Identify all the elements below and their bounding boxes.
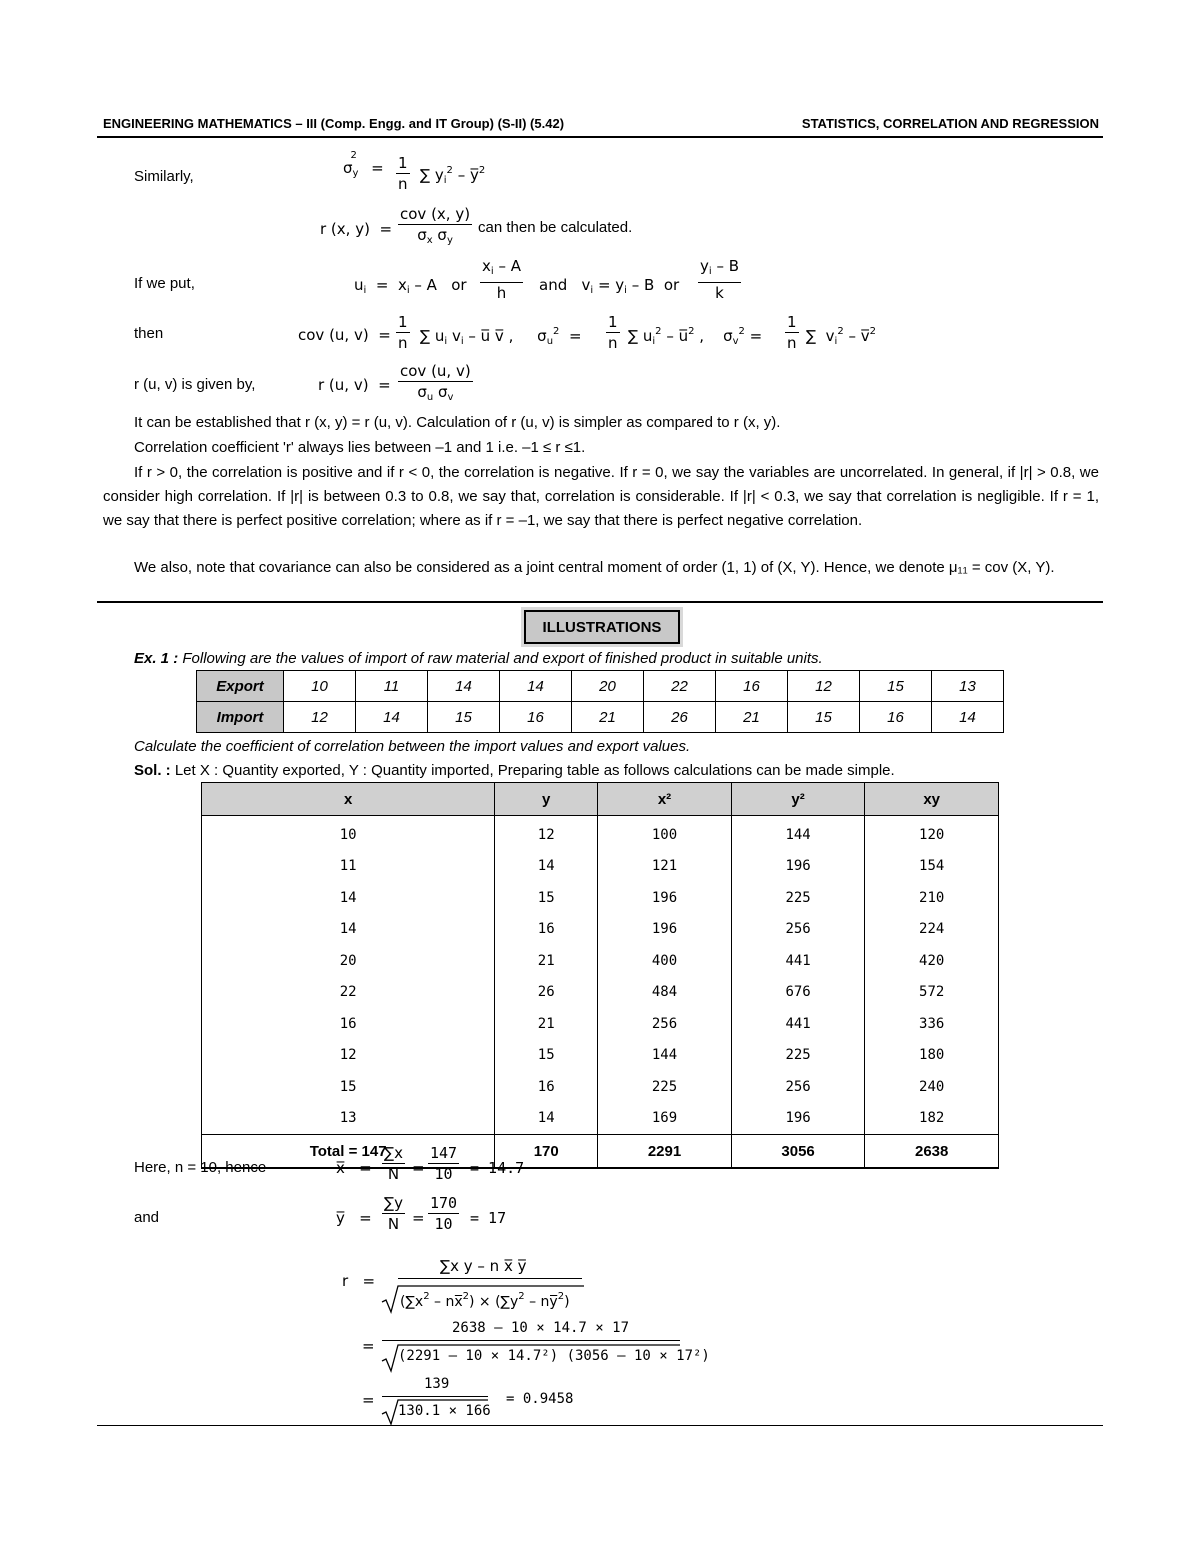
cell-x: 15 xyxy=(202,1071,495,1103)
running-header-left: ENGINEERING MATHEMATICS – III (Comp. Engg. and IT Group) (S-II) (5.42) xyxy=(103,116,565,131)
fraction-one-over-n-4: $\frac{1}{n}$ xyxy=(787,313,797,352)
formula-sum-yi: ∑ $y_i^2$ – y̅$^2$ xyxy=(420,165,486,186)
r-uv-lhs-text: r (u, v) xyxy=(318,376,369,394)
example-label: Ex. 1 : xyxy=(134,650,179,667)
step3-denominator: 130.1 × 166 xyxy=(398,1403,491,1419)
cell-y: 12 xyxy=(495,816,598,851)
table-row xyxy=(202,945,999,977)
cell-x: 14 xyxy=(202,882,495,914)
formula-xbar-lhs: x̅ = xyxy=(336,1159,372,1177)
label-and: and xyxy=(134,1209,160,1226)
fraction-ybar-values xyxy=(428,1193,459,1234)
column-header-y: y xyxy=(495,783,598,816)
label-r-uv-given: r (u, v) is given by, xyxy=(134,376,256,393)
cell-x-squared: 400 xyxy=(598,945,732,977)
table-row xyxy=(202,882,999,914)
cell-x-squared: 144 xyxy=(598,1040,732,1072)
table-row xyxy=(202,851,999,883)
cell-x: 22 xyxy=(202,977,495,1009)
cell-x: 12 xyxy=(202,1040,495,1072)
export-cell: 16 xyxy=(716,671,788,702)
paragraph-interpretation: If r > 0, the correlation is positive and if r < 0, the correlation is negative. If r = 0, we say the variables are uncorrelated. In general, if |r| > 0.8, we consider high correlation. If |r| is between 0.3 to 0.8, we say that, correlation is considerable. If |r| < 0.3, we say that correlation is negligible. If r = 1, we say that there is perfect positive correlation; where as if r = –1, we say that there is perfect negative correlation. xyxy=(103,464,1099,529)
fraction-cov-xy: cov (x, y) $\sigma_x$ $\sigma_y$ xyxy=(400,205,471,246)
cell-y: 15 xyxy=(495,882,598,914)
cell-x: 20 xyxy=(202,945,495,977)
fraction-one-over-n-3: $\frac{1}{n}$ xyxy=(608,313,618,352)
solution-text: Let X : Quantity exported, Y : Quantity imported, Preparing table as follows calculations can be made simple. xyxy=(174,762,895,779)
import-cell: 14 xyxy=(932,702,1004,733)
cell-x: 10 xyxy=(202,816,495,851)
import-cell: 15 xyxy=(788,702,860,733)
fraction-yi-b-over-k: $\frac{y_i - B}{k}$ xyxy=(700,257,739,302)
table-row xyxy=(202,1008,999,1040)
formula-r-lhs: r = xyxy=(342,1272,376,1290)
export-header: Export xyxy=(197,671,284,702)
formula-sum-uivi: ∑ $u_i$ $v_i$ – u̅ v̅ , $\sigma_u^2$ = xyxy=(420,326,582,347)
cell-y: 14 xyxy=(495,1103,598,1135)
cell-xy: 120 xyxy=(865,816,999,851)
cov-uv-text: cov (u, v) xyxy=(400,362,471,380)
cell-y-squared: 676 xyxy=(731,977,865,1009)
export-cell: 11 xyxy=(356,671,428,702)
total-x-squared: 2291 xyxy=(598,1135,732,1169)
cell-x-squared: 121 xyxy=(598,851,732,883)
cell-y-squared: 225 xyxy=(731,882,865,914)
cell-y-squared: 256 xyxy=(731,1071,865,1103)
section-rule xyxy=(97,601,1103,603)
cell-xy: 182 xyxy=(865,1103,999,1135)
export-cell: 12 xyxy=(788,671,860,702)
equals-sign: = xyxy=(412,1209,425,1227)
import-cell: 21 xyxy=(572,702,644,733)
column-header-xy: xy xyxy=(865,783,999,816)
label-similarly: Similarly, xyxy=(134,168,194,185)
fraction-xbar-values xyxy=(428,1143,459,1184)
total-xy: 2638 xyxy=(865,1135,999,1169)
formula-sigma-v: ∑ $v_i^2$ – v̅$^2$ xyxy=(806,326,876,347)
cov-xy-text: cov (x, y) xyxy=(400,205,471,223)
cell-y-squared: 196 xyxy=(731,851,865,883)
cell-y-squared: 196 xyxy=(731,1103,865,1135)
cell-xy: 336 xyxy=(865,1008,999,1040)
cell-y-squared: 225 xyxy=(731,1040,865,1072)
total-x: Total = 147 xyxy=(202,1135,495,1169)
cell-y-squared: 144 xyxy=(731,816,865,851)
example-question: Calculate the coefficient of correlation between the import values and export values. xyxy=(134,738,691,755)
column-header-y-squared: y² xyxy=(731,783,865,816)
table-row xyxy=(202,977,999,1009)
total-y-squared: 3056 xyxy=(731,1135,865,1169)
step3-numerator: 139 xyxy=(424,1376,450,1392)
import-cell: 21 xyxy=(716,702,788,733)
cell-x: 16 xyxy=(202,1008,495,1040)
formula-r-xy-lhs: r (x, y) = xyxy=(320,220,393,238)
formula-sigma-u: ∑ $u_i^2$ – u̅$^2$ , $\sigma_v^2$ = xyxy=(628,326,763,347)
column-header-x-squared: x² xyxy=(598,783,732,816)
import-header: Import xyxy=(197,702,284,733)
footer-rule xyxy=(97,1425,1103,1426)
step2-fraction-bar xyxy=(382,1340,680,1341)
export-cell: 10 xyxy=(284,671,356,702)
header-rule xyxy=(97,136,1103,138)
xbar-numerator: 147 xyxy=(430,1144,458,1162)
import-cell: 16 xyxy=(860,702,932,733)
table-row xyxy=(202,1103,999,1135)
equals-sign: = xyxy=(362,1391,375,1409)
cell-xy: 572 xyxy=(865,977,999,1009)
fraction-sum-y-over-n: $\frac{\sum y}{N}$ xyxy=(384,1194,403,1233)
cell-xy: 180 xyxy=(865,1040,999,1072)
table-row xyxy=(202,914,999,946)
cell-x-squared: 196 xyxy=(598,882,732,914)
cell-x-squared: 100 xyxy=(598,816,732,851)
cell-x-squared: 484 xyxy=(598,977,732,1009)
total-y: 170 xyxy=(495,1135,598,1169)
r-formula-fraction-bar xyxy=(398,1278,582,1279)
table-row xyxy=(202,1071,999,1103)
step2-denominator: (2291 – 10 × 14.7²) (3056 – 10 × 17²) xyxy=(398,1348,710,1364)
ybar-numerator: 170 xyxy=(430,1194,458,1212)
formula-sigma-y: $\sigma_y^2$ = xyxy=(343,150,394,179)
xbar-result: = 14.7 xyxy=(470,1159,525,1177)
fraction-cov-uv: cov (u, v) $\sigma_u$ $\sigma_v$ xyxy=(400,362,471,403)
column-header-x: x xyxy=(202,783,495,816)
import-cell: 26 xyxy=(644,702,716,733)
running-header-right: STATISTICS, CORRELATION AND REGRESSION xyxy=(801,116,1099,131)
equals-sign: = xyxy=(412,1159,425,1177)
cell-x: 11 xyxy=(202,851,495,883)
formula-ybar-lhs: y̅ = xyxy=(336,1209,372,1227)
export-cell: 20 xyxy=(572,671,644,702)
fraction-xi-a-over-h: $\frac{x_i - A}{h}$ xyxy=(482,257,521,302)
label-if-we-put: If we put, xyxy=(134,275,195,292)
import-row xyxy=(197,702,1004,733)
solution-intro xyxy=(134,759,895,783)
cell-y-squared: 441 xyxy=(731,945,865,977)
cell-xy: 224 xyxy=(865,914,999,946)
cell-y: 21 xyxy=(495,1008,598,1040)
export-cell: 14 xyxy=(500,671,572,702)
cell-y: 16 xyxy=(495,1071,598,1103)
formula-cov-uv-lhs: cov (u, v) = xyxy=(298,326,391,344)
table-row xyxy=(202,1040,999,1072)
ybar-denominator: 10 xyxy=(434,1215,453,1233)
cell-xy: 154 xyxy=(865,851,999,883)
formula-r-uv-lhs: r (u, v) = xyxy=(318,376,391,394)
cell-x: 14 xyxy=(202,914,495,946)
import-cell: 12 xyxy=(284,702,356,733)
cell-x: 13 xyxy=(202,1103,495,1135)
cell-x-squared: 256 xyxy=(598,1008,732,1040)
cell-x-squared: 196 xyxy=(598,914,732,946)
cell-y: 15 xyxy=(495,1040,598,1072)
calculation-table xyxy=(201,782,999,1169)
paragraph-established: It can be established that r (x, y) = r (u, v). Calculation of r (u, v) is simpler as compared to r (x, y). xyxy=(134,414,781,431)
label-here: Here, n = 10, hence xyxy=(134,1159,267,1176)
cell-y: 14 xyxy=(495,851,598,883)
r-formula-numerator: ∑x y – n x̅ y̅ xyxy=(440,1257,527,1275)
cell-x-squared: 225 xyxy=(598,1071,732,1103)
formula-ui: $u_i = x_i - A$ or xyxy=(354,276,467,296)
xbar-denominator: 10 xyxy=(434,1165,453,1183)
export-row xyxy=(197,671,1004,702)
cell-y: 21 xyxy=(495,945,598,977)
step3-fraction-bar xyxy=(382,1396,488,1397)
export-cell: 13 xyxy=(932,671,1004,702)
cell-y: 16 xyxy=(495,914,598,946)
equals-sign: = xyxy=(362,1337,375,1355)
calculation-header-row xyxy=(202,783,999,816)
export-cell: 15 xyxy=(860,671,932,702)
fraction-sum-x-over-n: $\frac{\sum x}{N}$ xyxy=(384,1144,403,1183)
fraction-one-over-n: $\frac{1}{n}$ xyxy=(398,154,408,193)
fraction-one-over-n-2: $\frac{1}{n}$ xyxy=(398,313,408,352)
paragraph-range: Correlation coefficient 'r' always lies between –1 and 1 i.e. –1 ≤ r ≤1. xyxy=(134,439,586,456)
cell-y: 26 xyxy=(495,977,598,1009)
cell-xy: 240 xyxy=(865,1071,999,1103)
export-cell: 22 xyxy=(644,671,716,702)
illustrations-heading: ILLUSTRATIONS xyxy=(524,610,680,644)
export-cell: 14 xyxy=(428,671,500,702)
cov-uv-lhs-text: cov (u, v) xyxy=(298,326,369,344)
solution-label: Sol. : xyxy=(134,762,171,779)
step2-numerator: 2638 – 10 × 14.7 × 17 xyxy=(452,1320,630,1336)
paragraph-covariance-moment: We also, note that covariance can also be considered as a joint central moment of order (1, 1) of (X, Y). Hence, we denote μ₁₁ = cov (X, Y). xyxy=(134,559,1055,576)
label-then: then xyxy=(134,325,164,342)
cell-xy: 210 xyxy=(865,882,999,914)
table-row xyxy=(202,816,999,851)
r-xy-lhs-text: r (x, y) xyxy=(320,220,370,238)
formula-vi: and $v_i = y_i - B$ or xyxy=(539,276,680,296)
export-import-table xyxy=(196,670,1004,733)
cell-x-squared: 169 xyxy=(598,1103,732,1135)
example-statement xyxy=(134,647,823,671)
totals-row xyxy=(202,1135,999,1169)
import-cell: 14 xyxy=(356,702,428,733)
import-cell: 16 xyxy=(500,702,572,733)
ybar-result: = 17 xyxy=(470,1209,507,1227)
import-cell: 15 xyxy=(428,702,500,733)
can-then-text: can then be calculated. xyxy=(478,219,633,236)
r-formula-denominator: ($\sum x^2$ – nx̅$^2$) × ($\sum y^2$ – ny̅$^2$) xyxy=(400,1291,570,1310)
cell-y-squared: 441 xyxy=(731,1008,865,1040)
r-result: = 0.9458 xyxy=(506,1391,574,1407)
example-text: Following are the values of import of raw material and export of finished product in suitable units. xyxy=(182,650,823,667)
cell-y-squared: 256 xyxy=(731,914,865,946)
cell-xy: 420 xyxy=(865,945,999,977)
